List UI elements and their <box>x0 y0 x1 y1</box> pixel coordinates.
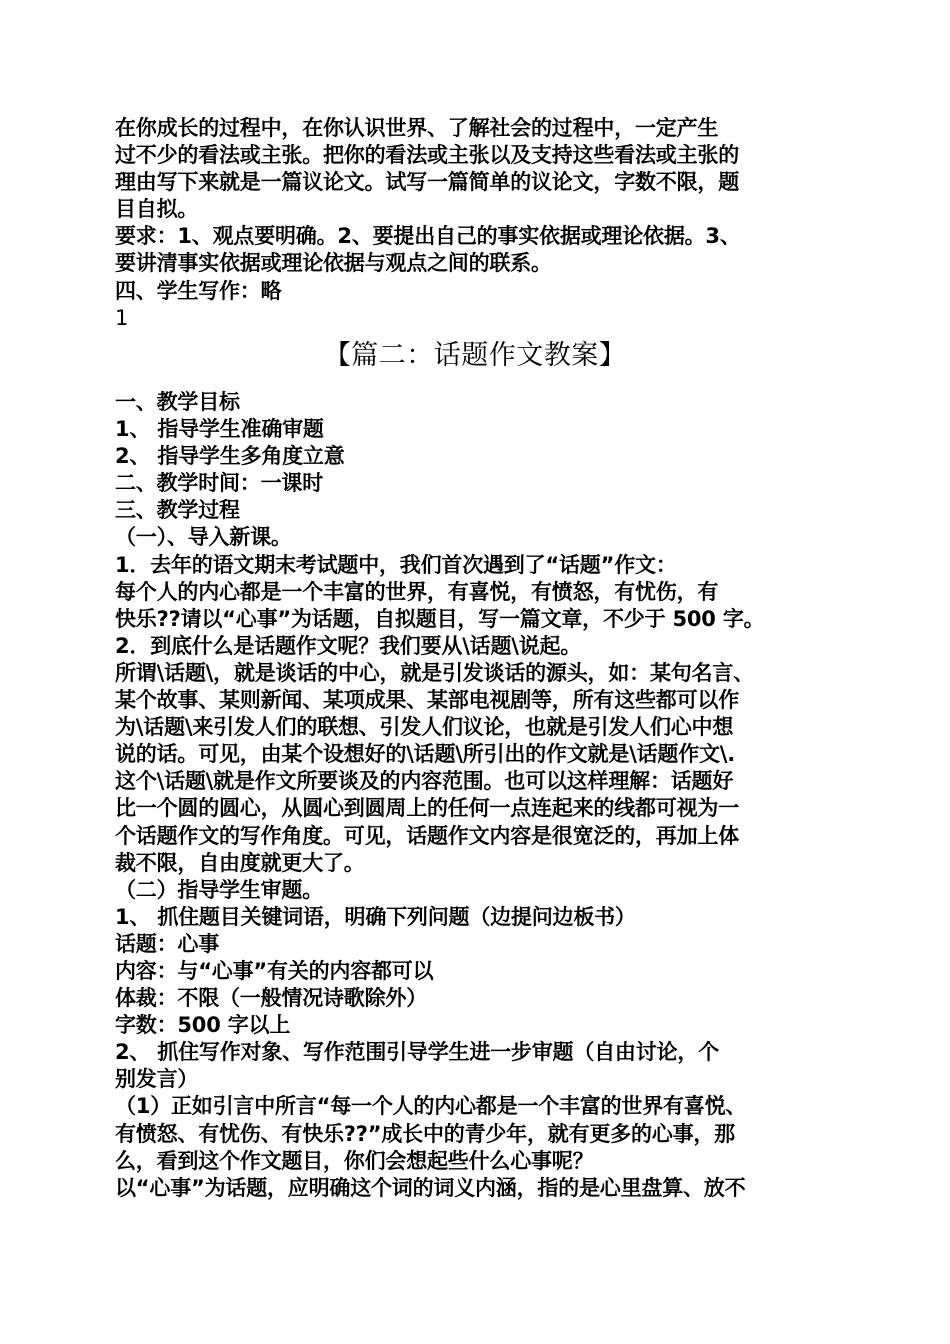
heading-teaching-goals: 一、教学目标 <box>115 390 240 414</box>
subheading-introduction: （一）、导入新课。 <box>115 525 292 550</box>
list-item: 2、 指导学生多角度立意 <box>115 444 345 469</box>
text-line: 每个人的内心都是一个丰富的世界，有喜悦，有愤怒，有忧伤，有 <box>115 579 719 604</box>
text-line: 在你成长的过程中，在你认识世界、了解社会的过程中，一定产生 <box>115 116 719 140</box>
text-line: 目自拟。 <box>115 197 199 222</box>
text-line: 么，看到这个作文题目，你们会想起些什么心事呢？ <box>115 1148 594 1173</box>
essay-prompt-section <box>115 115 840 332</box>
heading-teaching-process: 三、教学过程 <box>115 498 240 523</box>
text-line: 内容：与“心事”有关的内容都可以 <box>115 958 434 983</box>
text-line: 体裁：不限（一般情况诗歌除外） <box>115 986 427 1011</box>
list-item: 1、 指导学生准确审题 <box>115 417 324 442</box>
text-line: 四、学生写作：略 <box>115 278 282 303</box>
text-line: （1）正如引言中所言“每一个人的内心都是一个丰富的世界有喜悦、 <box>115 1094 747 1119</box>
subheading-guide-review: （二）指导学生审题。 <box>115 877 323 902</box>
text-line: 这个\话题\就是作文所要谈及的内容范围。也可以这样理解：话题好 <box>115 769 734 794</box>
text-line: 话题：心事 <box>115 931 219 956</box>
text-line: 字数：500 字以上 <box>115 1013 291 1038</box>
text-line: 个话题作文的写作角度。可见，话题作文内容是很宽泛的，再加上体 <box>115 823 739 848</box>
text-line: 别发言） <box>115 1067 199 1092</box>
page-number: 1 <box>115 305 129 330</box>
lesson-plan-section <box>115 389 840 1202</box>
text-line: 1．去年的语文期末考试题中，我们首次遇到了“话题”作文： <box>115 552 677 577</box>
section-title: 【篇二：话题作文教案】 <box>323 340 627 371</box>
text-line: 比一个圆的圆心，从圆心到圆周上的任何一点连起来的线都可视为一 <box>115 796 739 821</box>
heading-teaching-time: 二、教学时间：一课时 <box>115 471 323 496</box>
list-item: 2、 抓住写作对象、写作范围引导学生进一步审题（自由讨论，个 <box>115 1040 719 1065</box>
text-line: 某个故事、某则新闻、某项成果、某部电视剧等，所有这些都可以作 <box>115 688 739 713</box>
text-line: 为\话题\来引发人们的联想、引发人们议论，也就是引发人们心中想 <box>115 715 734 740</box>
text-line: 裁不限，自由度就更大了。 <box>115 850 365 875</box>
text-line: 要求：1、观点要明确。2、要提出自己的事实依据或理论依据。3、 <box>115 224 741 249</box>
text-line: 2．到底什么是话题作文呢？我们要从\话题\说起。 <box>115 633 582 658</box>
text-line: 说的话。可见，由某个设想好的\话题\所引出的作文就是\话题作文\. <box>115 742 736 767</box>
text-line: 过不少的看法或主张。把你的看法或主张以及支持这些看法或主张的 <box>115 143 739 168</box>
text-line: 有愤怒、有忧伤、有快乐??”成长中的青少年，就有更多的心事，那 <box>115 1121 735 1146</box>
text-line: 理由写下来就是一篇议论文。试写一篇简单的议论文，字数不限，题 <box>115 170 739 195</box>
text-line: 要讲清事实依据或理论依据与观点之间的联系。 <box>115 251 552 276</box>
text-line: 所谓\话题\，就是谈话的中心，就是引发谈话的源头，如：某句名言、 <box>115 660 754 685</box>
text-line: 快乐??请以“心事”为话题，自拟题目，写一篇文章，不少于 500 字。 <box>115 606 765 631</box>
text-line: 以“心事”为话题，应明确这个词的词义内涵，指的是心里盘算、放不 <box>115 1175 746 1200</box>
list-item: 1、 抓住题目关键词语，明确下列问题（边提问边板书） <box>115 904 636 929</box>
